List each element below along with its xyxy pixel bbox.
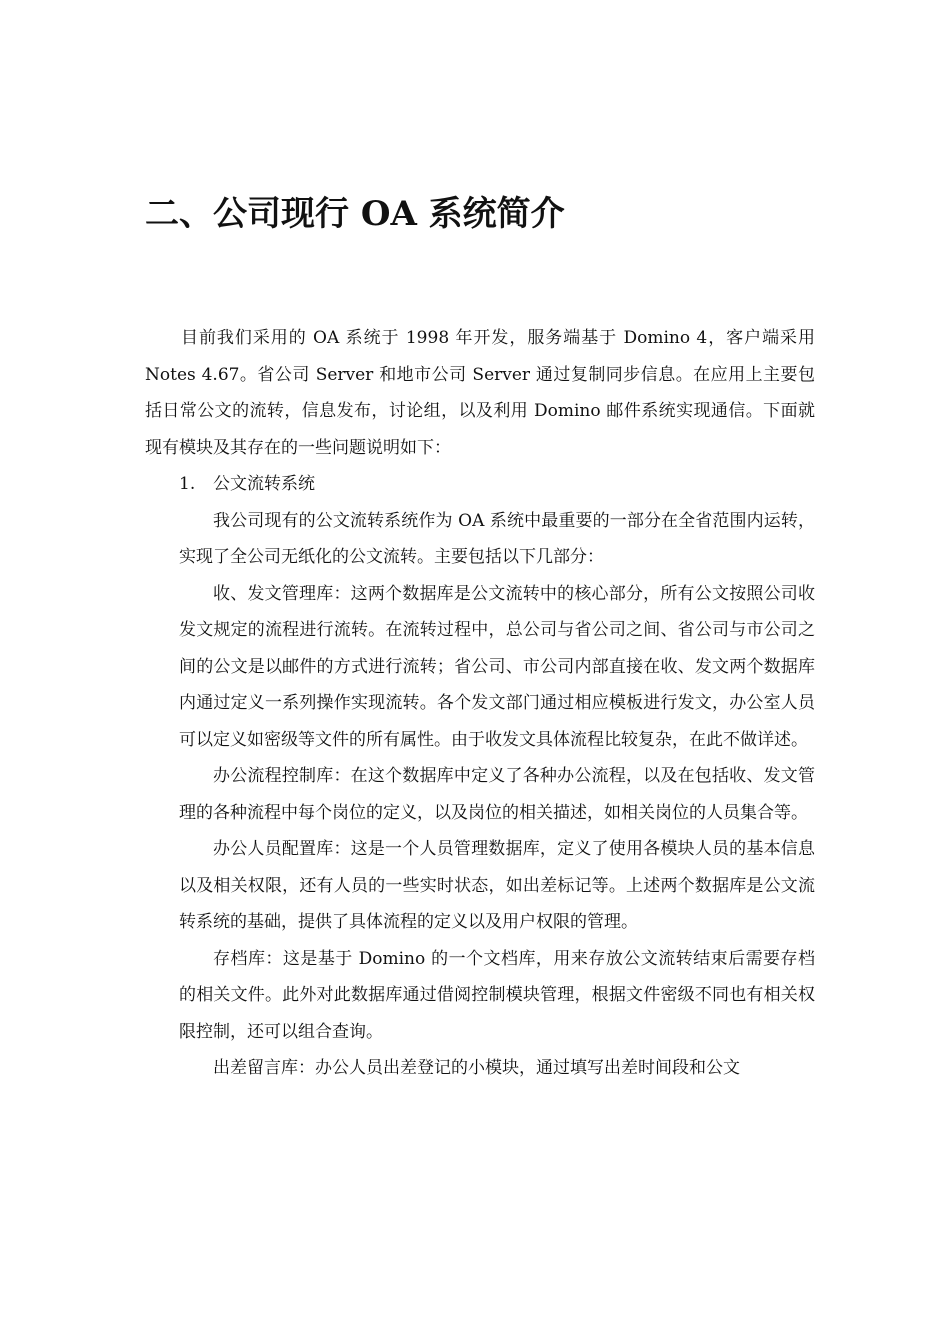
- paragraph-archive-db: 存档库：这是基于 Domino 的一个文档库，用来存放公文流转结束后需要存档的相关文件。此外对此数据库通过借阅控制模块管理，根据文件密级不同也有相关权限控制，还可以组合查询。: [179, 948, 815, 1042]
- paragraph-overview: 我公司现有的公文流转系统作为 OA 系统中最重要的一部分在全省范围内运转，实现了全公司无纸化的公文流转。主要包括以下几部分：: [179, 510, 815, 567]
- page-title: 二、公司现行 OA 系统简介: [145, 194, 565, 234]
- section-number: 1.: [179, 474, 196, 494]
- section-title: 公文流转系统: [213, 474, 315, 494]
- paragraph-staff-config-db: 办公人员配置库：这是一个人员管理数据库，定义了使用各模块人员的基本信息以及相关权限，还有人员的一些实时状态，如出差标记等。上述两个数据库是公文流转系统的基础，提供了具体流程的定义以及用户权限的管理。: [179, 839, 815, 932]
- section-heading: [179, 466, 815, 503]
- intro-paragraph: 目前我们采用的 OA 系统于 1998 年开发，服务端基于 Domino 4，客户端采用 Notes 4.67。省公司 Server 和地市公司 Server 通过复制同步信息。在应用上主要包括日常公文的流转，信息发布，讨论组，以及利用 Domino 邮件系统实现通信。下面就现有模块及其存在的一些问题说明如下：: [145, 328, 815, 458]
- paragraph-travel-message-db: 出差留言库：办公人员出差登记的小模块，通过填写出差时间段和公文: [213, 1058, 740, 1078]
- document-body: [145, 320, 815, 1087]
- paragraph-process-control-db: 办公流程控制库：在这个数据库中定义了各种办公流程，以及在包括收、发文管理的各种流程中每个岗位的定义，以及岗位的相关描述，如相关岗位的人员集合等。: [179, 766, 815, 823]
- paragraph-send-receive-db: 收、发文管理库：这两个数据库是公文流转中的核心部分，所有公文按照公司收发文规定的流程进行流转。在流转过程中，总公司与省公司之间、省公司与市公司之间的公文是以邮件的方式进行流转；省公司、市公司内部直接在收、发文两个数据库内通过定义一系列操作实现流转。各个发文部门通过相应模板进行发文，办公室人员可以定义如密级等文件的所有属性。由于收发文具体流程比较复杂，在此不做详述。: [179, 583, 815, 750]
